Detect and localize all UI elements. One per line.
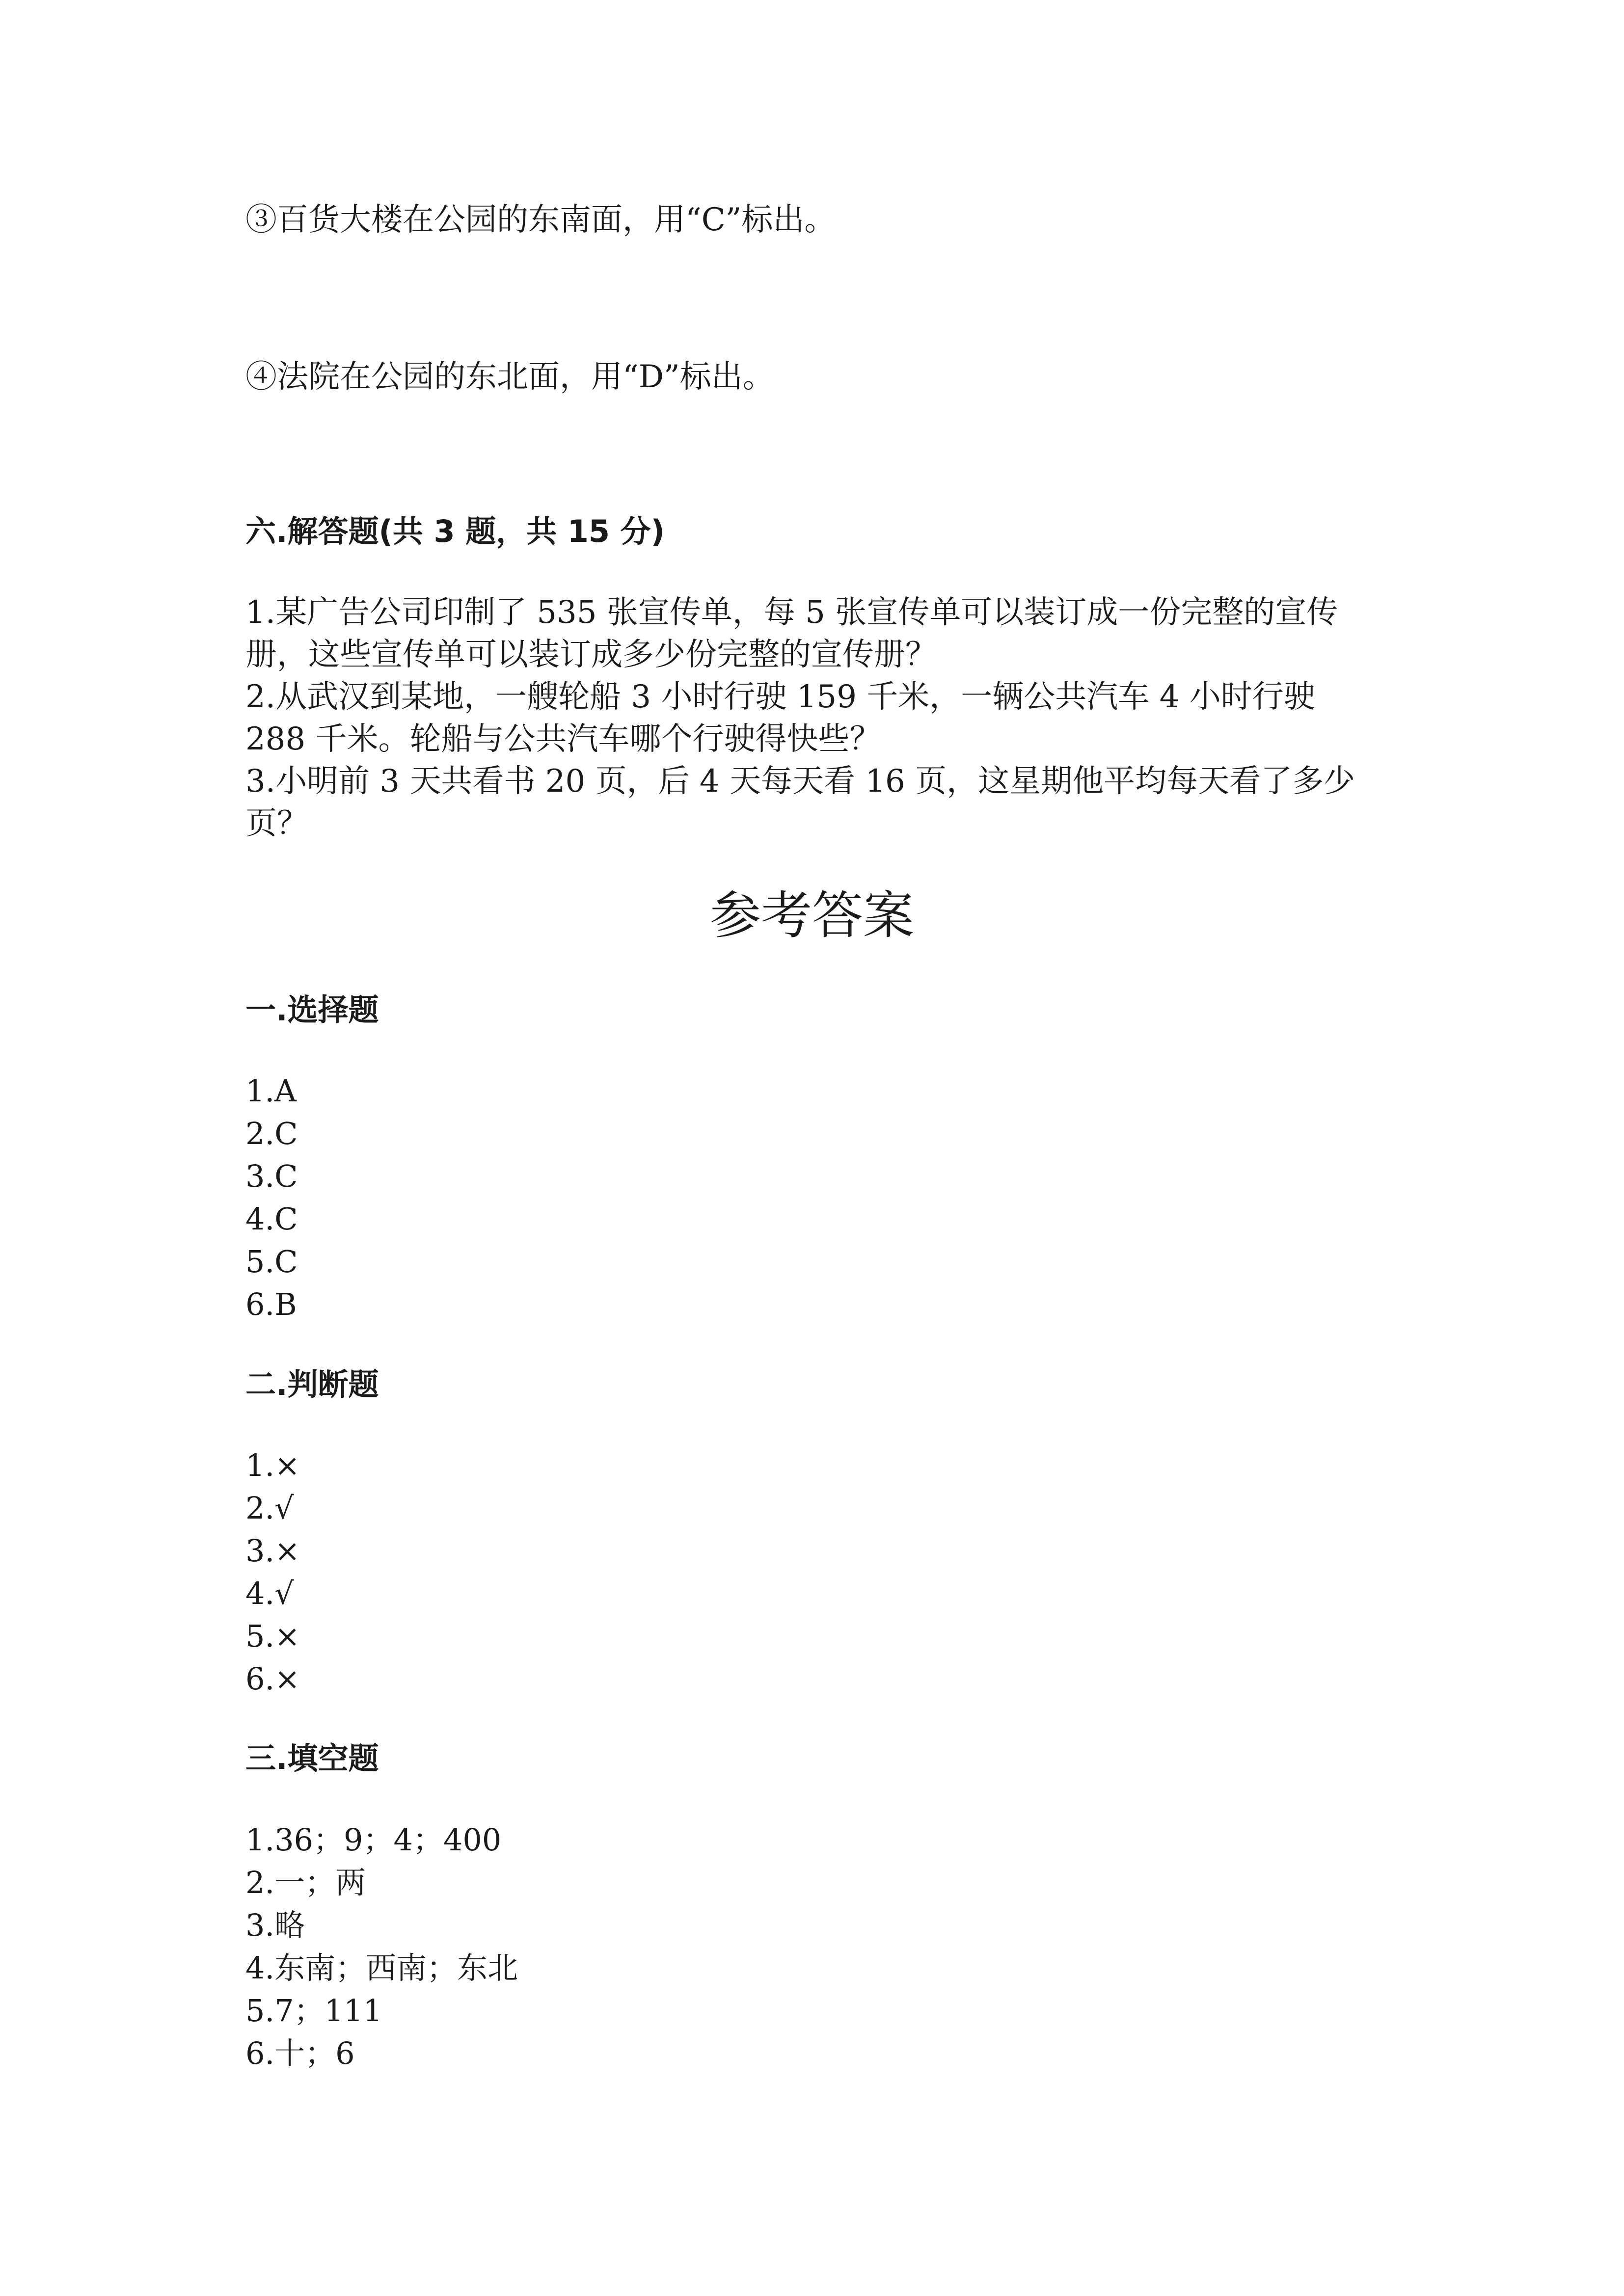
fill-answer: 1.36；9；4；400 <box>245 1822 502 1858</box>
map-task-item-4: ④法院在公园的东北面，用“D”标出。 <box>245 359 774 395</box>
choice-answer: 5.C <box>245 1244 298 1280</box>
question-2-line-2: 288 千米。轮船与公共汽车哪个行驶得快些？ <box>245 721 881 757</box>
choice-answer: 6.B <box>245 1286 297 1322</box>
map-task-item-3: ③百货大楼在公园的东南面，用“C”标出。 <box>245 202 836 238</box>
choice-answer: 2.C <box>245 1116 298 1151</box>
fill-section-heading: 三.填空题 <box>245 1740 379 1776</box>
fill-answer: 4.东南；西南；东北 <box>245 1950 518 1986</box>
judge-answer: 6.× <box>245 1661 300 1697</box>
judge-answer: 3.× <box>245 1533 300 1569</box>
fill-answer: 6.十；6 <box>245 2035 355 2071</box>
answer-key-title: 参考答案 <box>709 885 914 945</box>
judge-section-heading: 二.判断题 <box>245 1366 379 1402</box>
choice-answer: 3.C <box>245 1158 298 1194</box>
question-1-line-1: 1.某广告公司印制了 535 张宣传单，每 5 张宣传单可以装订成一份完整的宣传 <box>245 594 1338 631</box>
question-3-line-2: 页？ <box>245 805 308 842</box>
section-6-heading: 六.解答题(共 3 题，共 15 分) <box>245 513 665 549</box>
judge-answer: 5.× <box>245 1618 300 1654</box>
question-1-line-2: 册，这些宣传单可以装订成多少份完整的宣传册？ <box>245 637 937 673</box>
choice-section-heading: 一.选择题 <box>245 992 379 1028</box>
fill-answer: 2.一；两 <box>245 1865 366 1900</box>
judge-answer: 4.√ <box>245 1575 294 1611</box>
fill-answer: 3.略 <box>245 1907 305 1943</box>
judge-answer: 2.√ <box>245 1490 294 1526</box>
choice-answer: 4.C <box>245 1201 298 1237</box>
question-3-line-1: 3.小明前 3 天共看书 20 页，后 4 天每天看 16 页，这星期他平均每天看了多少 <box>245 763 1355 800</box>
judge-answer: 1.× <box>245 1447 300 1483</box>
choice-answer: 1.A <box>245 1073 297 1109</box>
question-2-line-1: 2.从武汉到某地，一艘轮船 3 小时行驶 159 千米，一辆公共汽车 4 小时行驶 <box>245 679 1315 715</box>
fill-answer: 5.7；111 <box>245 1993 382 2029</box>
